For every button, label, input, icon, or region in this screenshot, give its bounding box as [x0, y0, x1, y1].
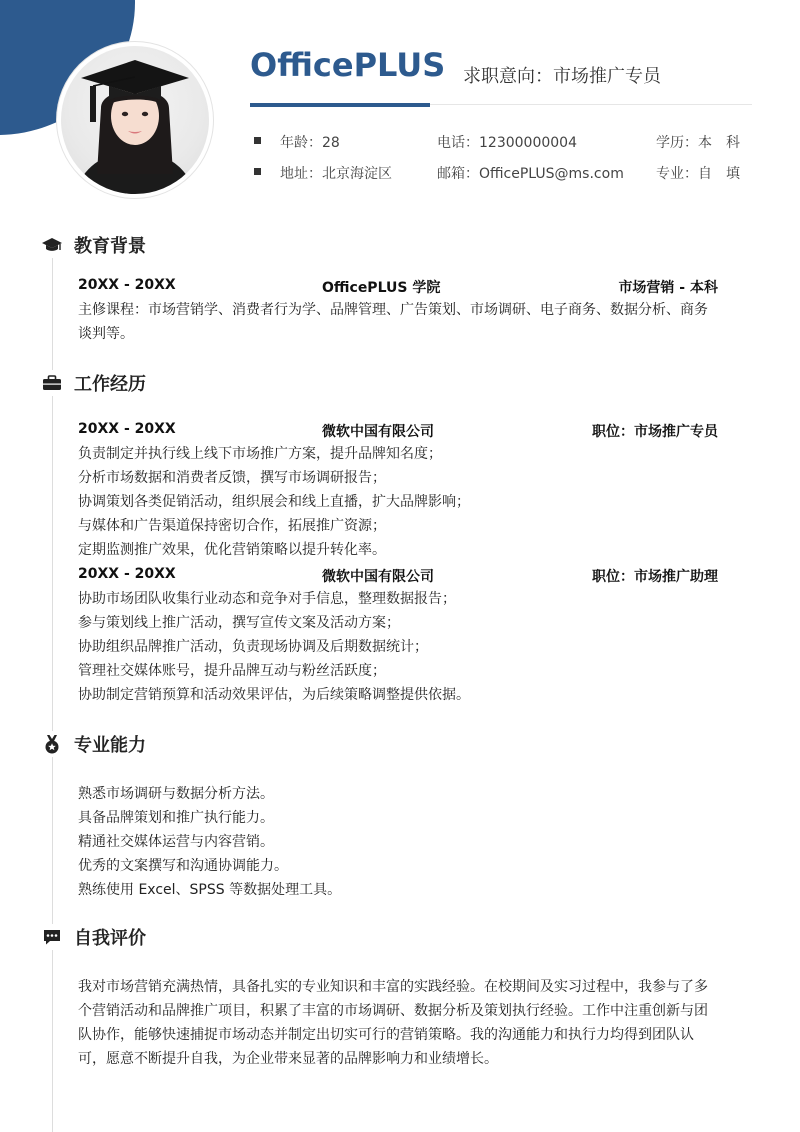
self-eval-paragraph: 我对市场营销充满热情，具备扎实的专业知识和丰富的实践经验。在校期间及实习过程中，我参与了多个营销活动和品牌推广项目，积累了丰富的市场调研、数据分析及策划执行经验。工作中注重创新与团队协作，能够快速捕捉市场动态并制定出切实可行的营销策略。我的沟通能力和执行力均得到团队认可，愿意不断提升自我，为企业带来显著的品牌影响力和业绩增长。: [78, 979, 708, 1067]
duty-item: 参与策划线上推广活动，撰写宣传文案及活动方案；: [78, 615, 400, 631]
education-period: 20XX - 20XX: [78, 277, 176, 293]
duty-item: 协助市场团队收集行业动态和竞争对手信息，整理数据报告；: [78, 591, 456, 607]
duty-item: 协助组织品牌推广活动，负责现场协调及后期数据统计；: [78, 639, 428, 655]
skill-item: 精通社交媒体运营与内容营销。: [78, 834, 274, 850]
info-education: 学历：本 科: [656, 135, 740, 151]
job-position: 职位：市场推广助理: [592, 569, 718, 585]
info-address: 地址：北京海淀区: [280, 166, 392, 182]
education-school: OfficePLUS 学院: [322, 280, 441, 296]
duty-item: 分析市场数据和消费者反馈，撰写市场调研报告；: [78, 470, 386, 486]
job-company: 微软中国有限公司: [322, 424, 434, 440]
info-major: 专业：自 填: [656, 166, 740, 182]
skills-list: [78, 782, 718, 902]
header-divider: [430, 104, 752, 105]
skill-item: 优秀的文案撰写和沟通协调能力。: [78, 858, 288, 874]
skill-item: 具备品牌策划和推广执行能力。: [78, 810, 274, 826]
brand-underline: [250, 103, 430, 107]
info-age: 年龄：28: [280, 135, 340, 151]
courses-text: 主修课程：市场营销学、消费者行为学、品牌管理、广告策划、市场调研、电子商务、数据分析、商务谈判等。: [78, 302, 708, 342]
duty-item: 负责制定并执行线上线下市场推广方案，提升品牌知名度；: [78, 446, 442, 462]
duty-item: 与媒体和广告渠道保持密切合作，拓展推广资源；: [78, 518, 386, 534]
skill-item: 熟练使用 Excel、SPSS 等数据处理工具。: [78, 882, 342, 898]
section-skills-title: [42, 731, 146, 757]
job-duties: [78, 442, 718, 562]
profile-photo-frame: [57, 42, 213, 198]
job-target: 求职意向：市场推广专员: [463, 66, 661, 87]
job-company: 微软中国有限公司: [322, 569, 434, 585]
brand-name: OfficePLUS: [250, 46, 446, 84]
section-title-text: 教育背景: [74, 236, 146, 257]
section-work-title: [42, 370, 146, 396]
job-duties: [78, 587, 718, 707]
section-education-title: [42, 232, 146, 258]
section-title-text: 专业能力: [74, 735, 146, 756]
info-bullet: [254, 168, 261, 175]
education-degree: 市场营销 - 本科: [618, 280, 718, 296]
section-title-text: 工作经历: [74, 374, 146, 395]
job-position: 职位：市场推广专员: [592, 424, 718, 440]
briefcase-icon: [42, 373, 62, 393]
duty-item: 协调策划各类促销活动，组织展会和线上直播，扩大品牌影响；: [78, 494, 470, 510]
info-email: 邮箱：OfficePLUS@ms.com: [437, 166, 624, 182]
graduation-cap-icon: [42, 235, 62, 255]
section-self-eval-title: [42, 924, 146, 950]
education-courses: [78, 298, 718, 346]
self-eval-text: [78, 975, 718, 1071]
section-title-text: 自我评价: [74, 928, 146, 949]
info-phone: 电话：12300000004: [437, 135, 577, 151]
medal-icon: [42, 734, 62, 754]
skill-item: 熟悉市场调研与数据分析方法。: [78, 786, 274, 802]
profile-photo: [61, 46, 209, 194]
duty-item: 定期监测推广效果，优化营销策略以提升转化率。: [78, 542, 386, 558]
job-period: 20XX - 20XX: [78, 566, 176, 582]
portrait-illustration: [61, 46, 209, 194]
chat-bubble-icon: [42, 927, 62, 947]
job-period: 20XX - 20XX: [78, 421, 176, 437]
duty-item: 协助制定营销预算和活动效果评估，为后续策略调整提供依据。: [78, 687, 470, 703]
info-bullet: [254, 137, 261, 144]
duty-item: 管理社交媒体账号，提升品牌互动与粉丝活跃度；: [78, 663, 386, 679]
